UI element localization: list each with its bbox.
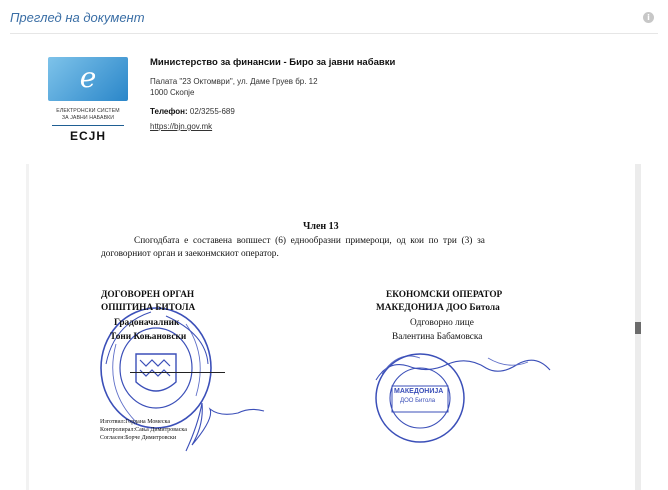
left-party-line4: Тони Коњановски [110,332,187,342]
right-party-line2: МАКЕДОНИЈА ДОО Битола [376,303,500,313]
logo-abbreviation: ЕСЈН [69,129,106,143]
phone-label: Телефон: [150,107,188,116]
scrollbar-thumb[interactable] [635,322,641,334]
logo-box [48,57,128,101]
left-footnote-1: Изготвил:Гордана Момеска [100,419,171,425]
logo-subtitle-line2: ЗА ЈАВНИ НАБАВКИ [61,115,115,121]
left-party-line3: Градоначалник [114,318,180,328]
top-bar [0,0,668,34]
logo-subtitle [46,108,130,122]
document-header [40,50,600,150]
clause-title: Член 13 [303,221,339,232]
left-footnote-2: Контролирал:Сања Димитроваска [100,427,187,433]
logo-divider [52,125,124,126]
right-party-line3: Одговорно лице [410,318,474,328]
address-line-1: Палата "23 Октомври", ул. Даме Груев бр. 12 [150,77,318,86]
right-party-line4: Валентина Бабамовска [392,332,483,342]
company-stamp-line1: МАКЕДОНИЈА [394,388,444,395]
left-party-line2: ОПШТИНА БИТОЛА [101,303,196,313]
page-title: Преглед на документ [10,10,145,25]
left-signature [180,395,270,455]
divider [10,33,658,34]
left-footnote-3: Согласен:Борче Димитровски [100,435,177,441]
document-edge [26,164,29,490]
address-line-2: 1000 Скопје [150,88,195,97]
esjn-logo [46,57,130,149]
left-signature-line [130,372,225,373]
phone-value: 02/3255-689 [189,107,235,116]
website-link[interactable]: https://bjn.gov.mk [150,122,213,131]
company-stamp-line2: ДОО Битола [400,398,436,404]
logo-subtitle-line1: ЕЛЕКТРОНСКИ СИСТЕМ [56,108,120,114]
left-party-line1: ДОГОВОРЕН ОРГАН [101,290,195,300]
info-icon[interactable]: i [643,12,654,23]
clause-text-line-2: договорниот орган и заеконмскиот оператор. [101,249,279,259]
right-party-line1: ЕКОНОМСКИ ОПЕРАТОР [386,290,503,300]
phone-row [150,107,235,116]
clause-text-line-1: Спогодбата е составена вопшест (6) еднообразни примероци, од кои по три (3) за [134,236,485,246]
organization-name: Министерство за финансии - Биро за јавни набавки [150,57,396,68]
logo-e-icon: e [79,61,97,94]
